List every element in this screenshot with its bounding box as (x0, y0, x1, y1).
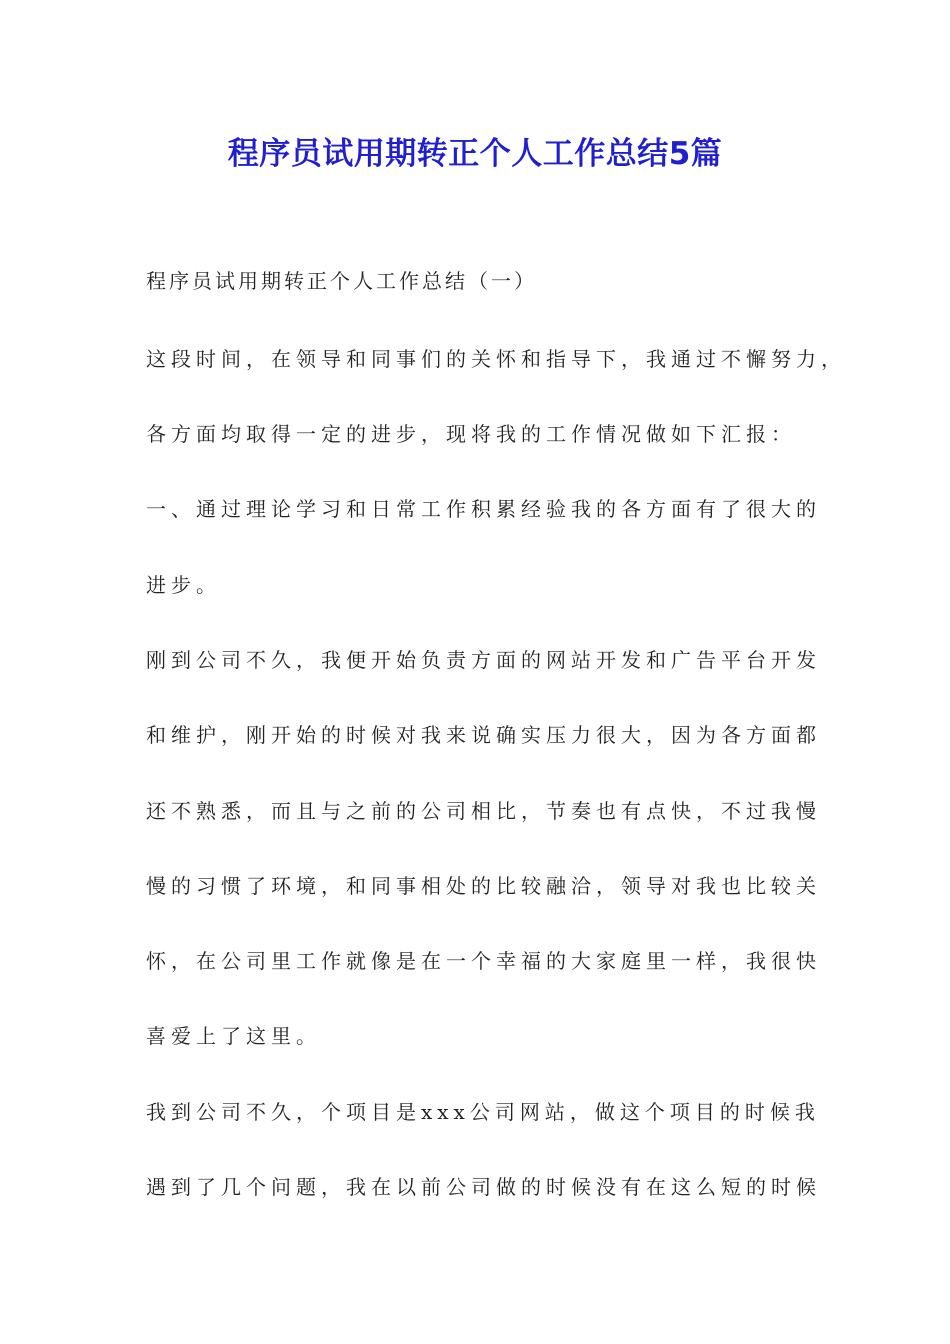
paragraph-line: 我到公司不久，个项目是xxx公司网站，做这个项目的时候我 (146, 1100, 820, 1124)
paragraph-line: 和维护，刚开始的时候对我来说确实压力很大，因为各方面都 (146, 723, 821, 747)
document-title: 程序员试用期转正个人工作总结5篇 (227, 136, 723, 172)
paragraph-line: 慢的习惯了环境，和同事相处的比较融洽，领导对我也比较关 (146, 874, 821, 898)
section-heading: 程序员试用期转正个人工作总结（一） (146, 269, 537, 293)
paragraph-line: 刚到公司不久，我便开始负责方面的网站开发和广告平台开发 (146, 648, 821, 672)
paragraph-line: 喜爱上了这里。 (146, 1024, 321, 1048)
paragraph-line: 遇到了几个问题，我在以前公司做的时候没有在这么短的时候 (146, 1175, 821, 1199)
paragraph-line: 一、通过理论学习和日常工作积累经验我的各方面有了很大的 (146, 497, 821, 521)
paragraph-line: 进步。 (146, 573, 221, 597)
paragraph-line: 还不熟悉，而且与之前的公司相比，节奏也有点快，不过我慢 (146, 799, 821, 823)
paragraph-line: 这段时间，在领导和同事们的关怀和指导下，我通过不懈努力， (146, 347, 846, 371)
paragraph-line: 各方面均取得一定的进步，现将我的工作情况做如下汇报： (146, 422, 796, 446)
paragraph-line: 怀，在公司里工作就像是在一个幸福的大家庭里一样，我很快 (146, 949, 821, 973)
